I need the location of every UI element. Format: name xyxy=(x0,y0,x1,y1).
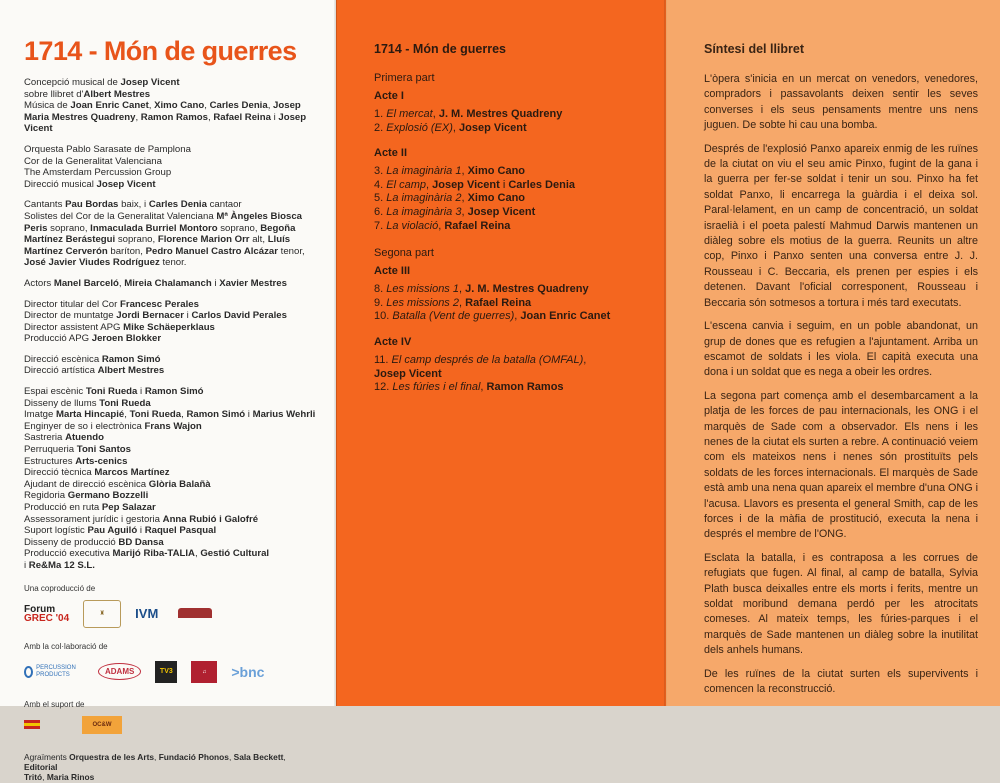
credit-name: Xavier Mestres xyxy=(219,277,287,289)
programme-panel xyxy=(336,0,666,706)
credit-text: Orquesta Pablo Sarasate de Pamplona xyxy=(24,143,191,155)
credit-name: Ramon Simó xyxy=(186,409,246,421)
credit-text: 6. xyxy=(374,205,387,218)
credit-text: , xyxy=(480,381,487,394)
credit-line xyxy=(24,386,320,398)
credit-text: Estructures xyxy=(24,455,76,467)
credit-name: Carlos David Perales xyxy=(191,310,287,322)
track-item xyxy=(374,179,644,193)
credit-text: 1. xyxy=(374,108,387,120)
ocw-logo: OC&W xyxy=(82,716,122,734)
credit-text: i xyxy=(270,111,279,123)
palau-logo xyxy=(172,601,218,627)
credit-line xyxy=(24,514,320,526)
credit-text: Assessorament jurídic i gestoria xyxy=(24,513,163,525)
credit-name: Marta Hincapié xyxy=(56,409,125,421)
credit-text: Director assistent APG xyxy=(24,321,124,333)
credit-text: Solistes del Cor de la Generalitat Valenciana xyxy=(24,210,217,222)
support-label: Amb el suport de xyxy=(24,699,85,709)
synopsis-title: Síntesi del llibret xyxy=(704,42,805,56)
credit-name: Marijó Riba-TALIA xyxy=(112,548,195,560)
credit-text: The Amsterdam Percussion Group xyxy=(24,167,172,179)
credit-line xyxy=(24,234,320,246)
credit-text: Sastreria xyxy=(24,432,66,444)
synopsis-paragraph: Després de l'explosió Panxo apareix enmig de les ruïnes de la ciutat on viu el seu amic Pinxo, fugint de la gana i la guerra per fer-se soldat i tenir un sou. Pinxo ha fet soldat Panxo, li encarrega la guàrdia i el deixa sol. Paral·lelament, en un camp de concentració, un soldat israelià i el poeta palestí Mahmud Darwis mantenen un diàleg sobre els motius de la guerra. Reunits un altre cop, Pinxo i Panxo senten una conversa entre J. J. Rousseau i C. Beccaria, els prenen per espies i els detenen. Davant l'oficial corresponent, Rousseau i Beccaria són sotmesos a tortura i més tard executats. xyxy=(704,142,978,309)
credit-name: Begoña xyxy=(260,222,296,234)
credit-name: Josep Vicent xyxy=(120,77,180,88)
credit-name: Toni Rueda xyxy=(129,409,182,421)
credit-line xyxy=(24,112,320,124)
credit-text: soprano, xyxy=(115,234,158,246)
credit-name: Albert Mestres xyxy=(83,88,151,100)
track-item xyxy=(374,381,644,395)
credit-line xyxy=(24,179,320,191)
credit-text: cantaor xyxy=(206,199,242,211)
track-title: Les missions 1 xyxy=(386,283,459,296)
forum-grec-logo xyxy=(24,605,69,623)
credit-text: Director titular del Cor xyxy=(24,298,120,310)
credit-text: Actors xyxy=(24,277,54,289)
acknowledgement-line xyxy=(24,752,320,773)
track-title: La imaginària 2 xyxy=(386,192,462,205)
credit-text: Perruqueria xyxy=(24,444,77,456)
credit-name: Josep Vicent xyxy=(459,121,527,134)
credit-text: Disseny de producció xyxy=(24,536,119,548)
credit-name: Mireia Chalamanch xyxy=(124,277,212,289)
credit-line xyxy=(24,123,320,135)
production-title: 1714 - Món de guerres xyxy=(24,36,297,66)
credit-text: Regidoria xyxy=(24,490,68,502)
credit-text: soprano, xyxy=(217,222,261,234)
credit-text: Música de xyxy=(24,100,71,112)
credit-name: Lluís xyxy=(267,234,291,246)
credit-text: , xyxy=(135,111,141,123)
fold-line xyxy=(664,0,667,706)
credit-line xyxy=(24,310,320,322)
credit-line xyxy=(24,432,320,444)
credit-text: , xyxy=(118,277,125,289)
credit-name: Jeroen Blokker xyxy=(91,333,162,345)
part-label: Primera part xyxy=(374,72,435,84)
credit-line xyxy=(24,560,320,572)
credit-name: Joan Enric Canet xyxy=(520,310,611,323)
credit-line xyxy=(24,278,320,290)
credit-text: Direcció escènica xyxy=(24,353,102,365)
credit-name: Gestió Cultural xyxy=(200,548,270,560)
credit-name: Jordi Bernacer xyxy=(116,310,184,322)
synopsis-paragraph: La segona part comença amb el desembarcament a la platja de les forces de pau internacionals, les ONG i el marquès de Sade com a observador. Els nens i les nenes de la ciutat els surten a rebre. A continuació veiem com els mateixos nens i nenes són prostituïts pels soldats de les forces internacionals. El marquès de Sade està amb una nena quan apareix el membre d'una ONG i l'acusa. Llavors es presenta el general Smith, cap de les forces i de la màfia de prostitució, executa la nena i després el membre de l'ONG. xyxy=(704,389,978,541)
credit-name: Sala Beckett xyxy=(233,751,284,762)
credit-text: , xyxy=(459,296,466,309)
credit-name: Martínez Berástegui xyxy=(24,234,116,246)
credit-text: 11. xyxy=(374,353,392,366)
synopsis-panel xyxy=(666,0,1000,706)
track-title: El mercat xyxy=(386,108,433,120)
credit-line xyxy=(24,211,320,223)
track-title: El camp després de la batalla (OMFAL) xyxy=(391,353,584,366)
programme-title: 1714 - Món de guerres xyxy=(374,42,506,56)
credit-text: , xyxy=(432,108,439,120)
credit-text: Concepció musical de xyxy=(24,77,121,88)
credit-name: J. M. Mestres Quadreny xyxy=(465,283,589,296)
track-title: La imaginària 3 xyxy=(386,205,462,218)
credit-name: Fundació Phonos xyxy=(158,751,229,762)
bnc-logo: >bnc xyxy=(231,663,265,680)
act-label: Acte IV xyxy=(374,335,412,348)
credit-name: Ramon Ramos xyxy=(486,381,564,394)
credit-text: 12. xyxy=(374,381,393,394)
credit-line xyxy=(24,257,320,269)
credit-name: Marcos Martínez xyxy=(94,467,170,479)
credit-text: , xyxy=(283,751,286,762)
credit-line xyxy=(24,89,320,101)
track-item xyxy=(374,368,644,382)
credit-text: baríton, xyxy=(107,245,146,257)
credit-name: Francesc Perales xyxy=(119,298,199,310)
track-item xyxy=(374,297,644,311)
credit-name: Manel Barceló xyxy=(53,277,119,289)
collaboration-logos xyxy=(24,656,320,688)
credit-name: Tritó xyxy=(24,772,43,783)
credit-line xyxy=(24,479,320,491)
credit-line xyxy=(24,299,320,311)
synopsis-paragraph: L'òpera s'inicia en un mercat on venedors, venedores, compradors i passavolants deixen sentir les seves converses i els seus pensaments mentre uns nens juguen. De sobte hi cau una bomba. xyxy=(704,73,978,132)
credit-name: Carles Denia xyxy=(508,178,575,191)
psp-logo xyxy=(24,665,84,679)
programme-list xyxy=(374,72,644,395)
credit-text: i xyxy=(245,409,253,421)
support-logos xyxy=(24,714,320,736)
credit-text: 2. xyxy=(374,121,387,134)
credit-name: Ximo Cano xyxy=(467,192,526,205)
credit-name: Toni Santos xyxy=(76,444,131,456)
credit-name: Marius Wehrli xyxy=(252,409,316,421)
track-item xyxy=(374,108,644,122)
credit-text: i xyxy=(137,386,145,398)
credit-line xyxy=(24,525,320,537)
credit-name: Ximo Cano xyxy=(154,100,205,112)
credit-name: Josep xyxy=(273,100,301,112)
credit-name: Martínez Cerverón xyxy=(24,245,108,257)
credit-text: , xyxy=(148,100,155,112)
credit-line xyxy=(24,537,320,549)
credit-name: Mike Schäeperklaus xyxy=(123,321,215,333)
credit-text: alt, xyxy=(249,234,268,246)
credit-name: Glòria Balañà xyxy=(148,478,211,490)
credit-text: Ajudant de direcció escènica xyxy=(24,478,149,490)
credit-name: Ximo Cano xyxy=(467,165,526,178)
credit-name: Joan Enric Canet xyxy=(70,100,149,112)
credit-text: Cor de la Generalitat Valenciana xyxy=(24,155,162,167)
credit-line xyxy=(24,223,320,235)
track-title: La violació xyxy=(386,219,439,232)
track-item xyxy=(374,192,644,206)
credit-name: Florence Marion Orr xyxy=(157,234,250,246)
credit-text: , xyxy=(207,111,214,123)
credit-text: 5. xyxy=(374,192,387,205)
credit-name: Josep xyxy=(278,111,307,123)
credit-text: Producció APG xyxy=(24,333,92,345)
credit-name: Toni Rueda xyxy=(85,386,138,398)
credit-name: Toni Rueda xyxy=(99,397,151,409)
credit-name: Pep Salazar xyxy=(101,502,156,513)
credit-text: , xyxy=(228,751,234,762)
act-label: Acte I xyxy=(374,90,404,102)
credit-name: Ramon Simó xyxy=(101,353,161,365)
credit-text: Cantants xyxy=(24,199,66,211)
coproduction-logos xyxy=(24,598,320,630)
credit-text: , xyxy=(514,310,521,323)
credit-text: baix, i xyxy=(118,199,149,211)
track-title: El camp xyxy=(386,178,426,191)
credit-name: Frans Wajon xyxy=(144,420,202,432)
credit-name: Vicent xyxy=(24,123,53,135)
credit-name: Rafael Reina xyxy=(213,111,271,123)
spanish-government-logo xyxy=(24,716,68,734)
credit-text: , xyxy=(42,772,47,783)
credit-text: Enginyer de so i electrònica xyxy=(24,420,145,432)
acknowledgements xyxy=(24,752,320,783)
track-item xyxy=(374,165,644,179)
synopsis-paragraph: De les ruïnes de la ciutat surten els supervivents i comencen la reconstrucció. xyxy=(704,667,978,696)
credit-text: , xyxy=(438,219,445,232)
credit-name: Maria Mestres Quadreny xyxy=(24,111,136,123)
credit-line xyxy=(24,444,320,456)
credit-name: BD Dansa xyxy=(118,536,164,548)
credit-name: Ramon Simó xyxy=(144,386,204,398)
credit-text: Disseny de llums xyxy=(24,397,100,409)
credit-line xyxy=(24,246,320,258)
credit-name: Josep Vicent xyxy=(467,205,536,218)
credit-text: , xyxy=(154,751,159,762)
credit-name: Josep Vicent xyxy=(432,178,500,191)
credit-text: 10. xyxy=(374,310,393,323)
track-title: Batalla (Vent de guerres) xyxy=(392,310,515,323)
credit-line xyxy=(24,144,320,156)
credit-text: , xyxy=(461,165,468,178)
credit-name: Arts-cenics xyxy=(75,455,128,467)
credit-text: Suport logístic xyxy=(24,525,88,537)
credit-name: Ramon Ramos xyxy=(140,111,208,123)
track-title: Les fúries i el final xyxy=(392,381,481,394)
credit-text: , xyxy=(452,121,459,134)
credit-text: sobre llibret d' xyxy=(24,88,84,100)
credit-name: Germano Bozzelli xyxy=(67,490,149,502)
track-title: La imaginària 1 xyxy=(386,165,462,178)
track-item xyxy=(374,310,644,324)
credit-text: , xyxy=(425,178,433,191)
credit-line xyxy=(24,398,320,410)
credit-name: Atuendo xyxy=(65,432,104,444)
credit-line xyxy=(24,322,320,334)
synopsis-paragraph: L'escena canvia i seguim, en un poble abandonat, un grup de dones que es refugien a l'ajuntament. Arriba un escamot de soldats i les viola. El capità executa una dona i un soldat que es nega a obeir les ordres. xyxy=(704,320,978,379)
credit-text: , xyxy=(124,409,130,421)
credit-text: tenor. xyxy=(159,257,187,269)
track-item xyxy=(374,283,644,297)
credit-name: Rafael Reina xyxy=(465,296,532,309)
credit-name: Pau Aguiló xyxy=(87,525,138,537)
credit-text: , xyxy=(461,192,468,205)
credit-line xyxy=(24,77,320,89)
credit-line xyxy=(24,156,320,168)
credit-text: i xyxy=(183,310,192,322)
credit-name: Carles Denia xyxy=(148,199,207,211)
act-label: Acte III xyxy=(374,265,411,278)
acknowledgement-line xyxy=(24,772,320,782)
credit-name: Josep Vicent xyxy=(96,178,156,190)
adams-logo: ADAMS xyxy=(98,663,141,680)
credit-name: Rafael Reina xyxy=(444,219,511,232)
credit-name: Mª Àngeles Biosca xyxy=(216,210,302,222)
credit-text: 4. xyxy=(374,178,387,191)
credit-line xyxy=(24,365,320,377)
credit-text: i xyxy=(499,178,509,191)
credit-text: , xyxy=(267,100,274,112)
credit-text: Producció en ruta xyxy=(24,502,102,513)
credit-line xyxy=(24,333,320,345)
credit-text: i xyxy=(137,525,145,537)
credit-text: i xyxy=(211,277,220,289)
credit-line xyxy=(24,199,320,211)
tv3-logo: TV3 xyxy=(155,661,177,683)
credit-line xyxy=(24,548,320,560)
credit-text: , xyxy=(461,205,468,218)
credit-line xyxy=(24,502,320,514)
credit-text: Agraïments xyxy=(24,751,70,762)
credit-text: , xyxy=(459,283,466,296)
credit-text: , xyxy=(583,353,587,366)
credit-name: Editorial xyxy=(24,761,58,772)
castell-peralada-logo: ♜ xyxy=(83,600,121,628)
credit-text: tenor, xyxy=(277,245,305,257)
credit-name: Albert Mestres xyxy=(97,365,165,377)
credit-text: Direcció artística xyxy=(24,365,98,377)
credit-name: Raquel Pasqual xyxy=(144,525,217,537)
credit-line xyxy=(24,490,320,502)
credit-line xyxy=(24,354,320,366)
credit-text: 9. xyxy=(374,296,387,309)
track-title: Les missions 2 xyxy=(386,296,459,309)
credit-line xyxy=(24,409,320,421)
credit-name: Maria Rinos xyxy=(46,772,95,783)
collaboration-label: Amb la col·laboració de xyxy=(24,641,108,651)
synopsis-paragraph: Esclata la batalla, i es contraposa a les corrues de refugiats que fugen. Al final, al camp de batalla, Sylvia Plath busca deixalles entre els morts i ferits, mentre un soldat moribund demana perdó per les atrocitats comeses. Al mateix temps, les fúries-parques i el marquès de Sade mantenen un diàleg sobre la inutilitat dels anhels humans. xyxy=(704,551,978,657)
credit-text: , xyxy=(194,548,201,560)
coproduction-label: Una coproducció de xyxy=(24,583,96,593)
credit-line xyxy=(24,467,320,479)
credit-text: 7. xyxy=(374,219,387,232)
credits-panel xyxy=(0,0,336,783)
credit-line xyxy=(24,456,320,468)
credit-name: Pedro Manuel Castro Alcázar xyxy=(145,245,278,257)
credit-text: i xyxy=(24,559,29,571)
credit-text: 8. xyxy=(374,283,387,296)
credit-name: Anna Rubió i Galofré xyxy=(162,513,259,525)
fold-line xyxy=(334,0,337,706)
credit-text: Direcció tècnica xyxy=(24,467,95,479)
credit-text: soprano, xyxy=(47,222,91,234)
track-item xyxy=(374,122,644,136)
credit-text: Direcció musical xyxy=(24,178,97,190)
credit-line xyxy=(24,100,320,112)
credit-text: Director de muntatge xyxy=(24,310,117,322)
credit-line xyxy=(24,167,320,179)
grec-logo-text: GREC '04 xyxy=(24,612,70,624)
credit-text: , xyxy=(204,100,210,112)
ivm-logo: IVM xyxy=(135,606,159,622)
track-item xyxy=(374,220,644,234)
credit-name: J. M. Mestres Quadreny xyxy=(438,108,563,120)
credit-text: Imatge xyxy=(24,409,56,421)
credit-name: Peris xyxy=(24,222,48,234)
credit-name: Inmaculada Burriel Montoro xyxy=(90,222,218,234)
credit-name: Pau Bordas xyxy=(65,199,119,211)
credit-name: José Javier Viudes Rodríguez xyxy=(24,257,160,269)
credit-text: Producció executiva xyxy=(24,548,113,560)
synopsis-text xyxy=(704,72,978,697)
credit-line xyxy=(24,421,320,433)
forum-logo-text: Forum xyxy=(24,603,56,615)
psp-logo-text: PERCUSSION PRODUCTS xyxy=(36,664,76,678)
credit-text: , xyxy=(181,409,187,421)
track-title: Explosió (EX) xyxy=(386,121,453,134)
credit-name: Carles Denia xyxy=(209,100,268,112)
credit-name: Orquestra de les Arts xyxy=(69,751,155,762)
credits-list xyxy=(24,77,320,572)
joventuts-musicals-logo: ♫ xyxy=(191,661,217,683)
credit-text: Espai escènic xyxy=(24,386,86,398)
track-item xyxy=(374,354,644,368)
track-item xyxy=(374,206,644,220)
part-label: Segona part xyxy=(374,247,434,260)
act-label: Acte II xyxy=(374,147,408,160)
credit-text: 3. xyxy=(374,165,387,178)
credit-name: Re&Ma 12 S.L. xyxy=(28,559,95,571)
credit-name: Josep Vicent xyxy=(374,367,442,380)
